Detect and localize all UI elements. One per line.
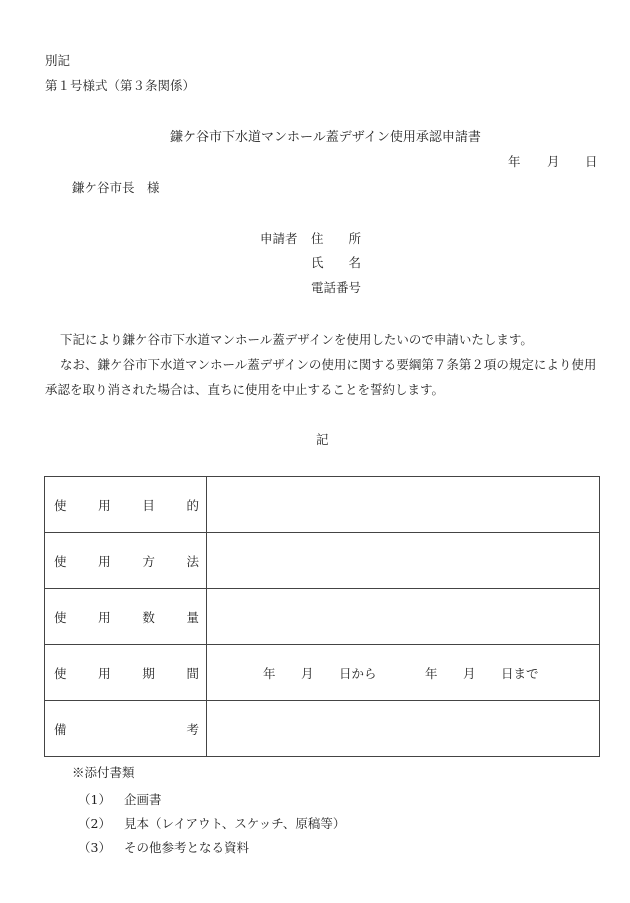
table-row bbox=[45, 701, 600, 757]
remarks-field[interactable] bbox=[207, 701, 600, 757]
usage-table bbox=[44, 476, 600, 757]
table-row bbox=[45, 589, 600, 645]
applicant-label: 申請者 bbox=[260, 231, 298, 246]
attachment-num: （1） bbox=[78, 792, 111, 807]
attachment-num: （2） bbox=[78, 816, 111, 831]
attachments-heading: ※添付書類 bbox=[72, 765, 135, 780]
ki-heading: 記 bbox=[316, 432, 329, 447]
phone-label: 電話番号 bbox=[311, 280, 362, 295]
form-number: 第１号様式（第３条関係） bbox=[45, 78, 196, 93]
period-label: 使 用 期 間 bbox=[45, 645, 207, 701]
method-field[interactable] bbox=[207, 533, 600, 589]
attachment-num: （3） bbox=[78, 840, 111, 855]
purpose-label: 使 用 目 的 bbox=[45, 477, 207, 533]
body-paragraph-2-line-2: 承認を取り消された場合は、直ちに使用を中止することを誓約します。 bbox=[45, 382, 445, 397]
attachment-item: その他参考となる資料 bbox=[124, 840, 250, 855]
period-start-day: 日から bbox=[339, 665, 377, 681]
period-end-month: 月 bbox=[463, 665, 476, 681]
table-row bbox=[45, 477, 600, 533]
period-end-day: 日まで bbox=[501, 665, 539, 681]
period-start-year: 年 bbox=[263, 665, 276, 681]
date-year: 年 bbox=[508, 154, 521, 169]
quantity-field[interactable] bbox=[207, 589, 600, 645]
method-label: 使 用 方 法 bbox=[45, 533, 207, 589]
period-end-year: 年 bbox=[425, 665, 438, 681]
period-start-month: 月 bbox=[301, 665, 314, 681]
page-title: 鎌ケ谷市下水道マンホール蓋デザイン使用承認申請書 bbox=[170, 130, 481, 145]
name-label: 氏 名 bbox=[311, 255, 362, 270]
attachment-label: 別記 bbox=[45, 53, 71, 68]
date-month: 月 bbox=[547, 154, 560, 169]
period-field[interactable] bbox=[207, 645, 600, 701]
quantity-label: 使 用 数 量 bbox=[45, 589, 207, 645]
table-row bbox=[45, 645, 600, 701]
attachment-item: 見本（レイアウト、スケッチ、原稿等） bbox=[124, 816, 346, 831]
address-label: 住 所 bbox=[311, 231, 362, 246]
body-paragraph-2-line-1: なお、鎌ケ谷市下水道マンホール蓋デザインの使用に関する要綱第７条第２項の規定により使用 bbox=[60, 357, 597, 372]
date-day: 日 bbox=[585, 154, 598, 169]
body-paragraph-1: 下記により鎌ケ谷市下水道マンホール蓋デザインを使用したいので申請いたします。 bbox=[60, 332, 533, 347]
attachment-item: 企画書 bbox=[124, 792, 162, 807]
table-row bbox=[45, 533, 600, 589]
remarks-label: 備 考 bbox=[45, 701, 207, 757]
addressee: 鎌ケ谷市長 様 bbox=[72, 180, 160, 195]
purpose-field[interactable] bbox=[207, 477, 600, 533]
